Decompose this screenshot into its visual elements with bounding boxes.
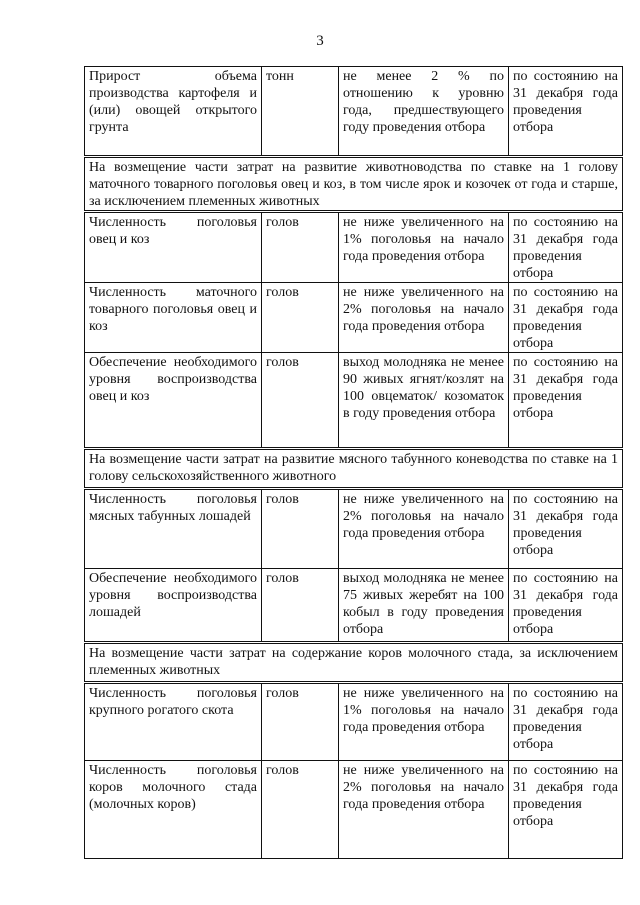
date-cell: по состоянию на 31 декабря года проведения отбора xyxy=(509,489,623,569)
indicator-cell: Численность поголовья мясных табунных лошадей xyxy=(85,489,262,569)
value-cell: не менее 2 % по отношению к уровню года, предшествующего году проведения отбора xyxy=(339,67,509,157)
value-cell: выход молодняка не менее 90 живых ягнят/козлят на 100 овцематок/ козоматок в году проведения отбора xyxy=(339,353,509,449)
date-cell: по состоянию на 31 декабря года проведения отбора xyxy=(509,67,623,157)
unit-cell: голов xyxy=(262,683,339,761)
date-cell: по состоянию на 31 декабря года проведения отбора xyxy=(509,283,623,353)
table-row xyxy=(85,569,623,643)
unit-cell: голов xyxy=(262,761,339,859)
section-title: На возмещение части затрат на развитие животноводства по ставке на 1 голову маточного товарного поголовья овец и коз, в том числе ярок и козочек от года и старше, за исключением племенных животных xyxy=(85,157,623,212)
value-cell: не ниже увеличенного на 1% поголовья на начало года проведения отбора xyxy=(339,212,509,283)
indicator-cell: Обеспечение необходимого уровня воспроизводства овец и коз xyxy=(85,353,262,449)
section-header-row xyxy=(85,449,623,489)
indicator-cell: Численность поголовья коров молочного стада (молочных коров) xyxy=(85,761,262,859)
unit-cell: голов xyxy=(262,283,339,353)
table-row xyxy=(85,67,623,157)
indicator-cell: Численность поголовья овец и коз xyxy=(85,212,262,283)
section-header-row xyxy=(85,643,623,683)
date-cell: по состоянию на 31 декабря года проведения отбора xyxy=(509,353,623,449)
unit-cell: тонн xyxy=(262,67,339,157)
indicator-cell: Прирост объема производства картофеля и (или) овощей открытого грунта xyxy=(85,67,262,157)
date-cell: по состоянию на 31 декабря года проведения отбора xyxy=(509,761,623,859)
indicator-cell: Численность поголовья крупного рогатого скота xyxy=(85,683,262,761)
table-row xyxy=(85,212,623,283)
date-cell: по состоянию на 31 декабря года проведения отбора xyxy=(509,569,623,643)
table-row xyxy=(85,353,623,449)
section-title: На возмещение части затрат на развитие мясного табунного коневодства по ставке на 1 голову сельскохозяйственного животного xyxy=(85,449,623,489)
table-row xyxy=(85,683,623,761)
value-cell: не ниже увеличенного на 2% поголовья на начало года проведения отбора xyxy=(339,489,509,569)
table-row xyxy=(85,283,623,353)
unit-cell: голов xyxy=(262,212,339,283)
table-row xyxy=(85,489,623,569)
unit-cell: голов xyxy=(262,489,339,569)
indicator-cell: Численность маточного товарного поголовья овец и коз xyxy=(85,283,262,353)
section-header-row xyxy=(85,157,623,212)
value-cell: не ниже увеличенного на 1% поголовья на начало года проведения отбора xyxy=(339,683,509,761)
table-body xyxy=(85,67,623,859)
indicators-table xyxy=(84,66,623,859)
unit-cell: голов xyxy=(262,569,339,643)
value-cell: не ниже увеличенного на 2% поголовья на начало года проведения отбора xyxy=(339,283,509,353)
section-title: На возмещение части затрат на содержание коров молочного стада, за исключением племенных животных xyxy=(85,643,623,683)
unit-cell: голов xyxy=(262,353,339,449)
indicator-cell: Обеспечение необходимого уровня воспроизводства лошадей xyxy=(85,569,262,643)
date-cell: по состоянию на 31 декабря года проведения отбора xyxy=(509,683,623,761)
table-row xyxy=(85,761,623,859)
value-cell: не ниже увеличенного на 2% поголовья на начало года проведения отбора xyxy=(339,761,509,859)
value-cell: выход молодняка не менее 75 живых жеребят на 100 кобыл в году проведения отбора xyxy=(339,569,509,643)
page-number: 3 xyxy=(316,33,324,49)
date-cell: по состоянию на 31 декабря года проведения отбора xyxy=(509,212,623,283)
